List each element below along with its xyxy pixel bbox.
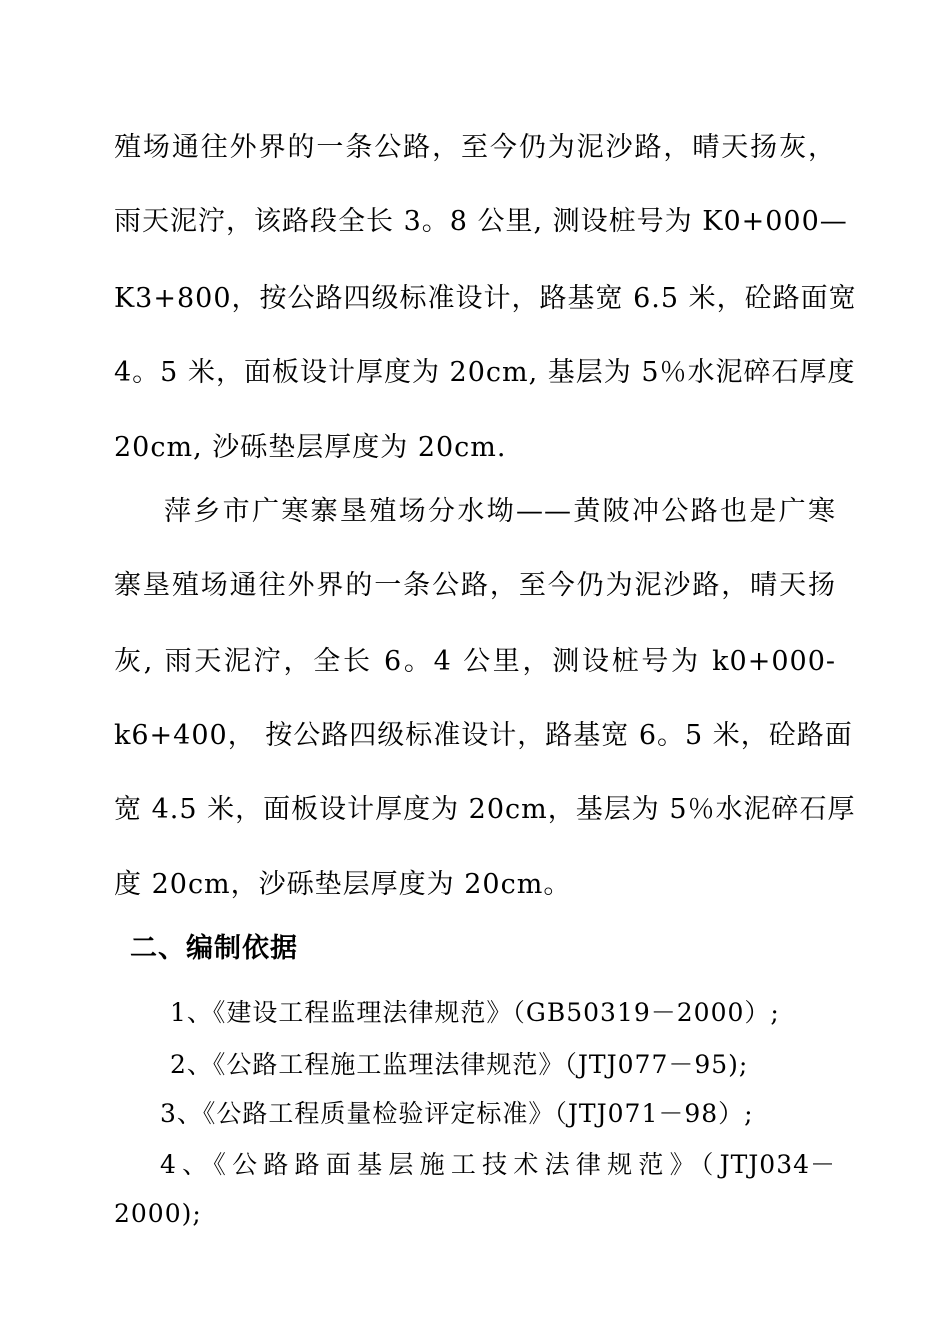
reference-item-4-continued: 2000);	[114, 1199, 202, 1228]
paragraph-2-line-2: 寨垦殖场通往外界的一条公路，至今仍为泥沙路，晴天扬	[114, 570, 836, 601]
paragraph-1-line-5: 20cm, 沙砾垫层厚度为 20cm.	[114, 432, 507, 463]
paragraph-2-line-5: 宽 4.5 米，面板设计厚度为 20cm，基层为 5％水泥碎石厚	[114, 794, 856, 825]
paragraph-1-line-3: K3+800，按公路四级标准设计，路基宽 6.5 米，砼路面宽	[114, 283, 857, 314]
paragraph-1-line-4: 4。5 米，面板设计厚度为 20cm, 基层为 5％水泥碎石厚度	[114, 357, 856, 388]
section-heading: 二、编制依据	[130, 933, 298, 964]
reference-item-1: 1、《建设工程监理法律规范》（GB50319－2000）;	[170, 998, 780, 1027]
paragraph-1-line-2: 雨天泥泞，该路段全长 3。8 公里, 测设桩号为 K0+000—	[114, 206, 848, 237]
paragraph-2-line-6: 度 20cm，沙砾垫层厚度为 20cm。	[114, 869, 572, 900]
paragraph-2-line-3: 灰, 雨天泥泞，全长 6。4 公里，测设桩号为 k0+000-	[114, 646, 836, 677]
reference-item-2: 2、《公路工程施工监理法律规范》（JTJ077－95);	[170, 1050, 749, 1079]
paragraph-2-line-4: k6+400， 按公路四级标准设计，路基宽 6。5 米，砼路面	[114, 720, 853, 751]
reference-item-3: 3、《公路工程质量检验评定标准》（JTJ071－98）;	[160, 1099, 754, 1128]
paragraph-1-line-1: 殖场通往外界的一条公路，至今仍为泥沙路，晴天扬灰，	[114, 132, 836, 163]
reference-item-4: 4、《公路路面基层施工技术法律规范》（JTJ034－	[160, 1150, 836, 1179]
paragraph-2-line-1: 萍乡市广寒寨垦殖场分水坳——黄陂冲公路也是广寒	[164, 496, 836, 527]
